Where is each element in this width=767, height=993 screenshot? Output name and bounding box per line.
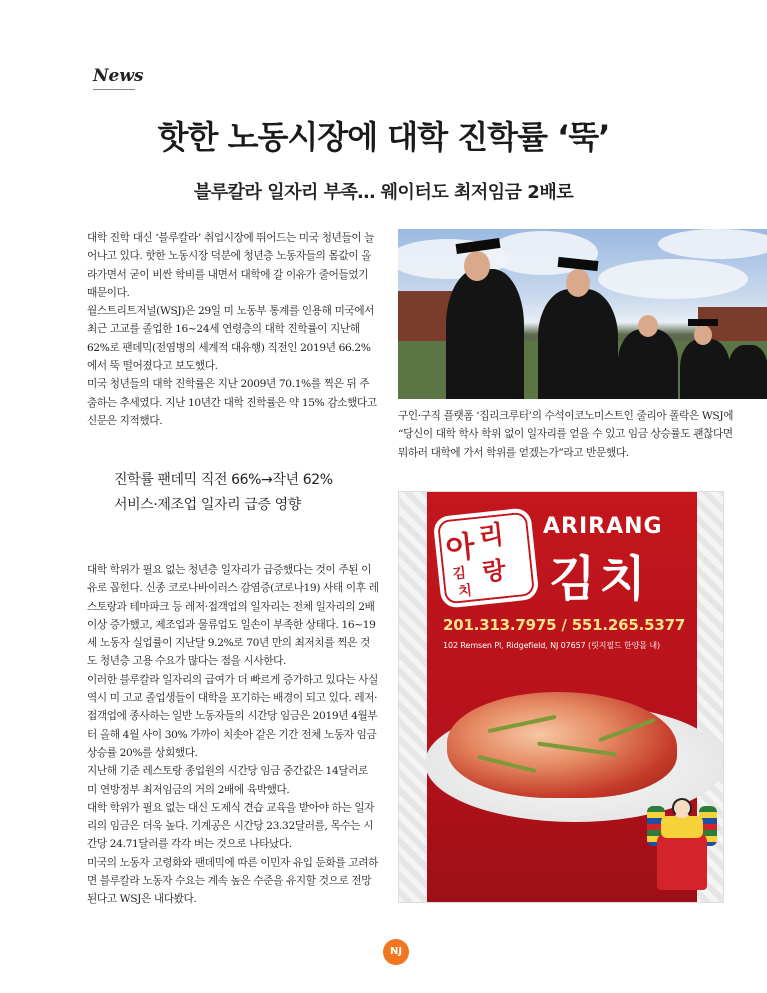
ad-address: 102 Remsen Pl, Ridgefield, NJ 07657 (릿지필드 한양몰 내) — [443, 641, 661, 650]
ad-phone[interactable]: 201.313.7975 / 551.265.5377 — [443, 616, 686, 634]
logo-char: 랑 — [481, 556, 508, 587]
paragraph: 대학 학위가 필요 없는 청년층 일자리가 급증했다는 것이 주된 이유로 꼽힌다. 신종 코로나바이러스 감염증(코로나19) 사태 이후 레스토랑과 테마파크 등 레저·접객업의 일자리는 전체 일자리의 2배 이상 증가했고, 제조업과 물류업도 일손이 부족한 상태다. 16~19세 노동자 실업률이 지난달 9.2%로 70년 만의 최저치를 찍은 것도 청년층 고용 수요가 많다는 점을 시사한다. — [87, 564, 379, 668]
paragraph: 미국 청년들의 대학 진학률은 지난 2009년 70.1%를 찍은 뒤 주춤하는 추세였다. 지난 10년간 대학 진학률은 약 15% 감소했다고 신문은 지적했다. — [87, 378, 377, 427]
ad-side-pattern — [399, 492, 427, 903]
paragraph: 이러한 블루칼라 일자리의 급여가 더 빠르게 증가하고 있다는 사실 역시 미 고교 졸업생들이 대학을 포기하는 배경이 되고 있다. 레저·접객업에 종사하는 일반 노동자들의 시간당 임금은 2019년 4월부터 올해 4월 사이 30% 가까이 치솟아 같은 기간 전체 노동자 임금 상승률 20%를 상회했다. — [87, 673, 378, 759]
page-badge: NJ — [383, 939, 409, 965]
kimchi-advertisement[interactable] — [398, 491, 724, 903]
pull-quote — [114, 468, 384, 518]
arirang-logo — [432, 507, 539, 609]
headline: 핫한 노동시장에 대학 진학률 ‘뚝’ — [157, 118, 610, 156]
paragraph: 지난해 기준 레스토랑 종업원의 시간당 임금 중간값은 14달러로 미 연방정부 최저임금의 거의 2배에 육박했다. — [87, 765, 368, 796]
paragraph: 대학 진학 대신 ‘블루칼라’ 취업시장에 뛰어드는 미국 청년들이 늘어나고 있다. 핫한 노동시장 덕분에 청년층 노동자들의 몸값이 올라가면서 굳이 비싼 학비를 내면서 대학에 갈 이유가 줄어들었기 때문이다. — [87, 232, 375, 299]
subheadline: 블루칼라 일자리 부족… 웨이터도 최저임금 2배로 — [193, 182, 574, 203]
paragraph: 미국의 노동자 고령화와 팬데믹에 따른 이민자 유입 둔화를 고려하면 블루칼라 노동자 수요는 계속 높은 수준을 유지할 것으로 전망된다고 WSJ은 내다봤다. — [87, 856, 378, 906]
kimchi-image — [447, 692, 677, 798]
hanbok-doll-illustration — [647, 792, 717, 892]
pull-quote-line: 진학률 팬데믹 직전 66%→작년 62% — [114, 472, 333, 488]
paragraph: 월스트리트저널(WSJ)은 29일 미 노동부 통계를 인용해 미국에서 최근 고교를 졸업한 16~24세 연령층의 대학 진학률이 지난해 62%로 팬데믹(전염병의 세계적 대유행) 직전인 2019년 66.2%에서 뚝 떨어졌다고 보도했다. — [87, 305, 375, 373]
section-label: News — [93, 66, 144, 86]
ad-brand: ARIRANG — [543, 514, 663, 539]
pull-quote-line: 서비스·제조업 일자리 급증 영향 — [114, 497, 301, 513]
graduation-photo — [398, 229, 767, 399]
logo-char: 리 — [477, 520, 506, 553]
logo-char: 아 — [444, 529, 477, 568]
ad-product: 김치 — [549, 551, 650, 607]
photo-caption: 구인·구직 플랫폼 ‘집리크루터’의 수석이코노미스트인 줄리아 폴락은 WSJ에 “당신이 대학 학사 학위 없이 일자리를 얻을 수 있고 임금 상승률도 괜찮다면 뭐하러 대학에 가서 학위를 얻겠는가”라고 반문했다. — [398, 410, 734, 459]
paragraph: 대학 학위가 필요 없는 대신 도제식 견습 교육을 받아야 하는 일자리의 임금은 더욱 높다. 기계공은 시간당 23.32달러를, 목수는 시간당 24.71달러를 각각 버는 것으로 나타났다. — [87, 801, 375, 851]
logo-char: 치 — [457, 582, 473, 601]
logo-char: 김 — [451, 565, 467, 583]
article-column-top — [87, 229, 377, 430]
article-column-bottom — [87, 561, 379, 909]
section-underline — [93, 89, 135, 90]
